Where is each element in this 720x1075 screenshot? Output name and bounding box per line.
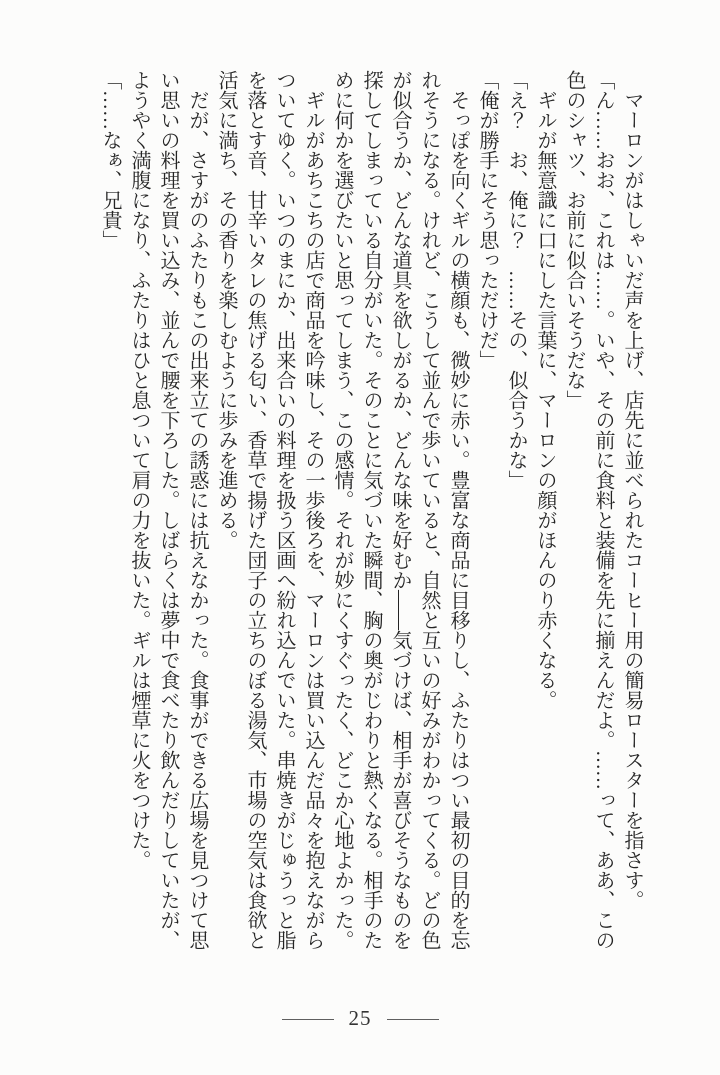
paragraph: ギルがあちこちの店で商品を吟味し、その一歩後ろを、マーロンは買い込んだ品々を抱えながらついてゆく。いつのまにか、出来合いの料理を扱う区画へ紛れ込んでいた。串焼きがじゅうっと脂を落とす音、甘辛いタレの焦げる匂い、香草で揚げた団子の立ちのぼる湯気、市場の空気は食欲と活気に満ち、その香りを楽しむように歩みを進める。 [215,70,324,950]
page-footer [0,1007,720,1032]
page-text-block [74,70,646,950]
footer-rule-right [387,1019,439,1020]
paragraph: 「……なぁ、兄貴」 [99,70,121,250]
page-number: 25 [348,1006,372,1030]
paragraph: マーロンがはしゃいだ声を上げ、店先に並べられたコーヒー用の簡易ロースターを指さす。 [621,90,643,910]
paragraph: ギルが無意識に口にした言葉に、マーロンの顔がほんのり赤くなる。 [534,90,556,710]
paragraph: 「俺が勝手にそう思っただけだ」 [476,70,498,370]
paragraph: そっぽを向くギルの横顔も、微妙に赤い。豊富な商品に目移りし、ふたりはつい最初の目的を忘れそうになる。けれど、こうして並んで歩いていると、自然と互いの好みがわかってくる。どの色が似合うか、どんな道具を欲しがるか、どんな味を好むか——気づけば、相手が喜びそうなものを探してしまっている自分がいた。そのことに気づいた瞬間、胸の奥がじわりと熱くなる。相手のために何かを選びたいと思ってしまう、この感情。それが妙にくすぐったく、どこか心地よかった。 [331,70,469,950]
paragraph: 「ん……おお、これは……。いや、その前に食料と装備を先に揃えんだよ。……って、ああ、この色のシャツ、お前に似合いそうだな」 [563,70,614,950]
paragraph: だが、さすがのふたりもこの出来立ての誘惑には抗えなかった。食事ができる広場を見つけて思い思いの料理を買い込み、並んで腰を下ろした。しばらくは夢中で食べたり飲んだりしていたが、ようやく満腹になり、ふたりはひと息ついて肩の力を抜いた。ギルは煙草に火をつけた。 [128,70,208,950]
footer-rule-left [282,1019,334,1020]
paragraph: 「え？ お、俺に？ ……その、似合うかな」 [505,70,527,490]
